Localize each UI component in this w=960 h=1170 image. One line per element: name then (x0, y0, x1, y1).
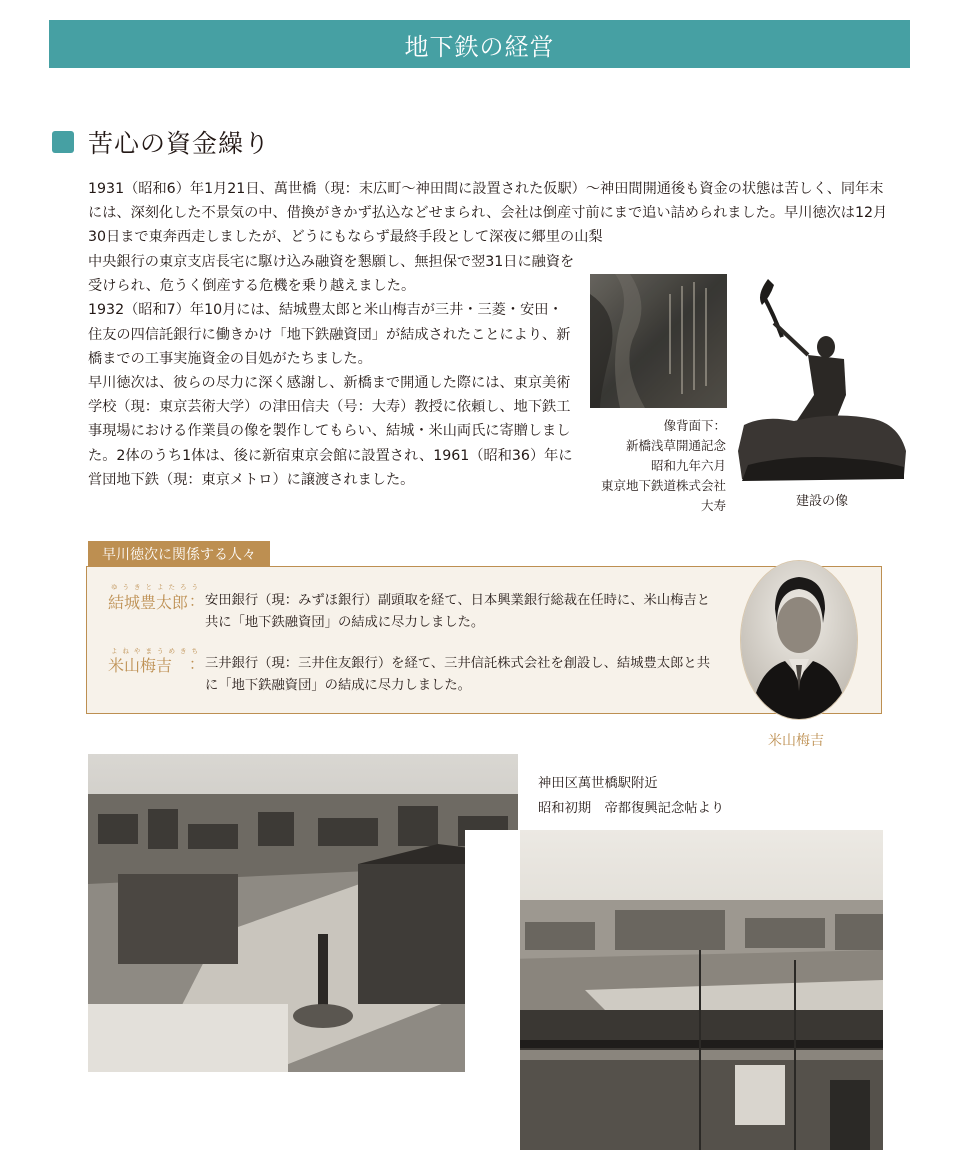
person-ruby: ゆうきとよたろう (111, 583, 203, 591)
section-title: 苦心の資金繰り (88, 129, 271, 158)
body-paragraph-top: 1931（昭和6）年1月21日、萬世橋（現：末広町〜神田間に設置された仮駅）〜神田間開通後も資金の状態は苦しく、同年末には、深刻化した不景気の中、借換がきかず払込などせまられ、会社は倒産寸前にまで追い詰められました。早川徳次は12月30日まで東奔西走しましたが、どうにもならず最終手段として深夜に郷里の山梨 (88, 181, 888, 246)
section-heading (52, 124, 270, 160)
inscription-caption-line: 像背面下： (663, 418, 726, 433)
portrait-caption: 米山梅吉 (768, 733, 824, 749)
statue-photo (734, 275, 910, 487)
inscription-caption (598, 416, 726, 516)
person-description-yuki: 安田銀行（現：みずほ銀行）副頭取を経て、日本興業銀行総裁在任時に、米山梅吉と共に「地下鉄融資団」の結成に尽力しました。 (205, 593, 711, 630)
banner-title: 地下鉄の経営 (404, 32, 555, 61)
yoneyama-portrait (740, 560, 858, 720)
person-description-yoneyama: 三井銀行（現：三井住友銀行）を経て、三井信託株式会社を創設し、結城豊太郎と共に「地下鉄融資団」の結成に尽力しました。 (205, 656, 711, 693)
bottom-caption-line1: 神田区萬世橋駅附近 (538, 776, 658, 791)
statue-caption: 建設の像 (796, 494, 849, 509)
section-square-icon (52, 131, 74, 153)
page-banner (49, 20, 910, 68)
inscription-caption-line: 昭和九年六月 (650, 458, 726, 473)
bottom-caption-line2: 昭和初期 帝都復興記念帖より (538, 801, 725, 816)
inscription-caption-line: 新橋浅草開通記念 (625, 438, 726, 453)
inscription-caption-line: 大寿 (700, 498, 726, 513)
people-heading: 早川徳次に関係する人々 (88, 541, 270, 566)
person-name-yoneyama: 米山梅吉 (108, 656, 173, 675)
inscription-photo (590, 274, 727, 408)
person-colon: ： (189, 655, 205, 673)
body-paragraph-left: 中央銀行の東京支店長宅に駆け込み融資を懇願し、無担保で翌31日に融資を受けられ、危うく倒産する危機を乗り越えました。 1932（昭和7）年10月には、結城豊太郎と米山梅吉が三井・三菱・安田・住友の四信託銀行に働きかけ「地下鉄融資団」が結成されたことにより、新橋までの工事実施資金の目処がたちました。 早川徳次は、彼らの尽力に深く感謝し、新橋まで開通した際には、東京美術学校（現：東京芸術大学）の津田信夫（号：大寿）教授に依頼し、地下鉄工事現場における作業員の像を製作してもらい、結城・米山両氏に寄贈しました。2体のうち1体は、後に新宿東京会館に設置され、1961（昭和36）年に営団地下鉄（現：東京メトロ）に譲渡されました。 (88, 254, 575, 488)
person-ruby: よねやまうめきち (111, 647, 203, 655)
manseibashi-station-photo (88, 754, 518, 1072)
person-name-yuki: 結城豊太郎 (108, 593, 189, 612)
kanda-area-photo (465, 830, 883, 1150)
inscription-caption-line: 東京地下鉄道株式会社 (600, 478, 726, 493)
person-colon: ： (189, 592, 205, 610)
